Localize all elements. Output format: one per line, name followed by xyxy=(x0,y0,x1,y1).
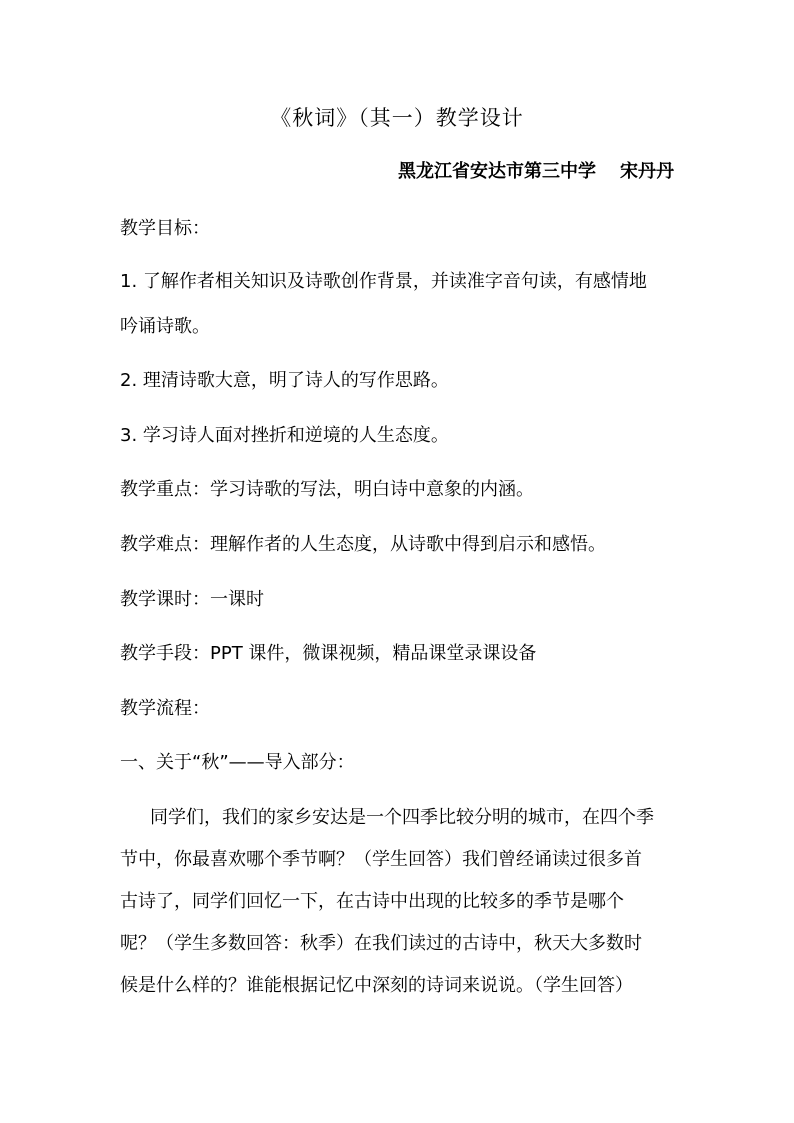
paragraph-line: 呢？（学生多数回答：秋季）在我们读过的古诗中，秋天大多数时 xyxy=(120,933,642,954)
paragraph-line: 古诗了，同学们回忆一下，在古诗中出现的比较多的季节是哪个 xyxy=(120,891,624,912)
objectives-heading: 教学目标： xyxy=(120,218,210,239)
process-heading: 教学流程： xyxy=(120,698,210,719)
objective-3: 3. 学习诗人面对挫折和逆境的人生态度。 xyxy=(120,425,449,446)
objective-1-line-1: 1. 了解作者相关知识及诗歌创作背景，并读准字音句读，有感情地 xyxy=(120,271,647,292)
section-1-heading: 一、关于“秋”——导入部分： xyxy=(120,752,355,773)
author-school: 黑龙江省安达市第三中学 xyxy=(398,161,596,182)
teaching-means: 教学手段：PPT 课件，微课视频，精品课堂录课设备 xyxy=(120,643,537,664)
paragraph-line: 候是什么样的？谁能根据记忆中深刻的诗词来说说。（学生回答） xyxy=(120,975,633,996)
difficulties: 教学难点：理解作者的人生态度，从诗歌中得到启示和感悟。 xyxy=(120,534,606,555)
author-line xyxy=(398,158,674,186)
class-hours: 教学课时：一课时 xyxy=(120,589,264,610)
paragraph-line: 节中，你最喜欢哪个季节啊？（学生回答）我们曾经诵读过很多首 xyxy=(120,849,642,870)
document-title: 《秋词》（其一）教学设计 xyxy=(270,106,524,130)
objective-2: 2. 理清诗歌大意，明了诗人的写作思路。 xyxy=(120,370,449,391)
key-points: 教学重点：学习诗歌的写法，明白诗中意象的内涵。 xyxy=(120,479,534,500)
author-name: 宋丹丹 xyxy=(620,161,674,182)
objective-1-line-2: 吟诵诗歌。 xyxy=(120,316,210,337)
paragraph-line: 同学们，我们的家乡安达是一个四季比较分明的城市，在四个季 xyxy=(150,807,654,828)
